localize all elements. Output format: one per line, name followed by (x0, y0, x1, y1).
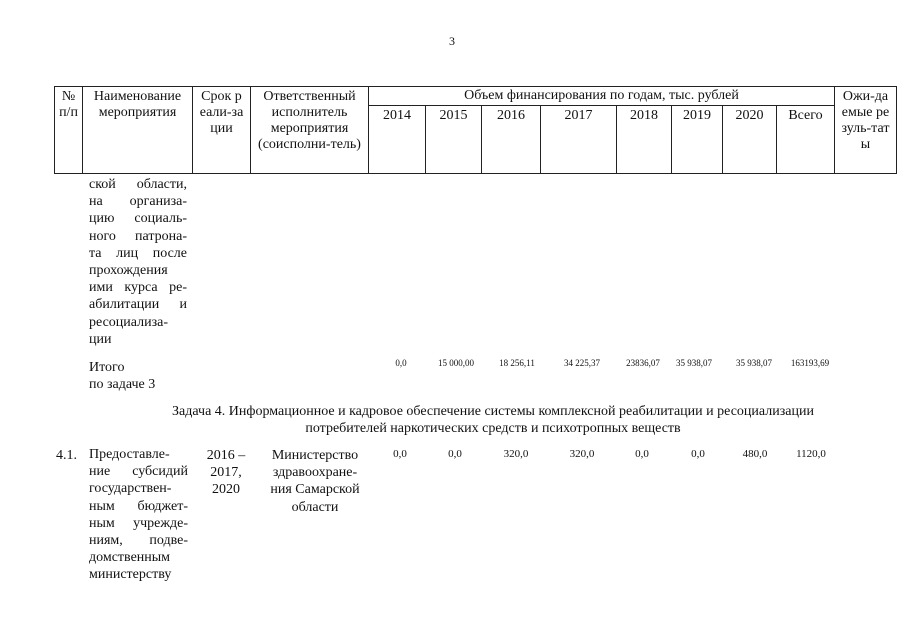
text-line: абилитации и (89, 297, 187, 313)
year-label: 2014 (383, 108, 411, 123)
header-responsible-label: Ответственный исполнитель мероприятия (соисполни-тель) (258, 89, 361, 152)
total3-total: 163193,69 (790, 358, 830, 368)
header-name-label: Наименование мероприятия (93, 89, 182, 120)
term-line: 2017, (210, 465, 242, 481)
row41-2020: 480,0 (742, 448, 768, 460)
header-results (835, 87, 896, 173)
row41-total: 1120,0 (796, 448, 826, 460)
total3-2016: 18 256,11 (499, 358, 535, 368)
header-year-2014 (369, 105, 426, 173)
text-line: ным бюджет- (89, 498, 188, 514)
text-line: Предоставле- (89, 447, 170, 462)
header-year-2016 (482, 105, 541, 173)
text-line: ным учрежде- (89, 515, 188, 531)
row41-term (196, 447, 256, 499)
header-name (83, 87, 193, 173)
text-line: цию социаль- (89, 211, 187, 227)
task4-heading-line: потребителей наркотических средств и психотропных веществ (305, 421, 681, 436)
text-line: прохождения (89, 262, 168, 278)
header-year-2018 (617, 105, 672, 173)
continuation-name (89, 176, 187, 348)
year-label: 2019 (683, 108, 711, 123)
row41-name (89, 446, 188, 584)
year-label: Всего (788, 108, 823, 123)
text-line: ного патрона- (89, 228, 187, 244)
header-responsible (251, 87, 369, 173)
text-line: министерству (89, 567, 172, 583)
text-line: ции (89, 331, 112, 347)
table-header (54, 86, 897, 174)
year-label: 2017 (564, 108, 593, 123)
total-label-line: Итого (89, 360, 125, 375)
row41-2017: 320,0 (569, 448, 595, 460)
row41-2019: 0,0 (691, 448, 705, 460)
row41-responsible (257, 447, 373, 516)
text-line: домственным (89, 550, 171, 566)
resp-line: Министерство (271, 448, 359, 463)
row41-2018: 0,0 (635, 448, 649, 460)
text-line: ской области, (89, 177, 187, 192)
row41-2015: 0,0 (448, 448, 462, 460)
header-number-label: № п/п (59, 89, 78, 120)
header-number (55, 87, 83, 173)
header-year-2017 (541, 105, 617, 173)
total-label-line: по задаче 3 (89, 377, 156, 392)
year-label: 2016 (497, 108, 525, 123)
text-line: на организа- (89, 194, 187, 210)
header-year-2015 (426, 105, 482, 173)
resp-line: здравоохране- (272, 465, 358, 481)
year-label: 2020 (735, 108, 764, 123)
total3-2015: 15 000,00 (438, 358, 474, 368)
header-year-2020 (723, 105, 777, 173)
resp-line: ния Самарской (270, 482, 360, 498)
task4-heading (100, 403, 886, 437)
total-task3-label (89, 359, 199, 393)
text-line: ими курса ре- (89, 280, 187, 296)
total3-2020: 35 938,07 (736, 358, 772, 368)
resp-line: области (291, 499, 339, 515)
total3-2017: 34 225,37 (564, 358, 600, 368)
term-line: 2020 (212, 482, 240, 498)
text-line: ресоциализа- (89, 314, 168, 330)
row41-number: 4.1. (56, 448, 77, 463)
total3-2014: 0,0 (395, 358, 407, 368)
funding-title: Объем финансирования по годам, тыс. рублей (464, 88, 739, 103)
header-term (193, 87, 251, 173)
year-label: 2015 (439, 108, 468, 123)
year-label: 2018 (630, 108, 658, 123)
text-line: ние субсидий (89, 464, 188, 480)
task4-heading-line: Задача 4. Информационное и кадровое обеспечение системы комплексной реабилитации и ресоциализации (172, 404, 814, 419)
page-number: 3 (449, 34, 455, 48)
text-line: та лиц после (89, 245, 187, 261)
row41-2016: 320,0 (503, 448, 529, 460)
total3-2019: 35 938,07 (676, 358, 712, 368)
header-results-label: Ожи-даемые резуль-таты (841, 89, 890, 152)
term-line: 2016 – (206, 448, 246, 463)
text-line: ниям, подве- (89, 532, 188, 548)
header-term-label: Срок реали-зации (199, 89, 244, 136)
row41-2014: 0,0 (393, 448, 407, 460)
text-line: государствен- (89, 481, 172, 497)
header-year-2019 (672, 105, 723, 173)
total3-2018: 23836,07 (626, 358, 660, 368)
header-total (777, 105, 835, 173)
